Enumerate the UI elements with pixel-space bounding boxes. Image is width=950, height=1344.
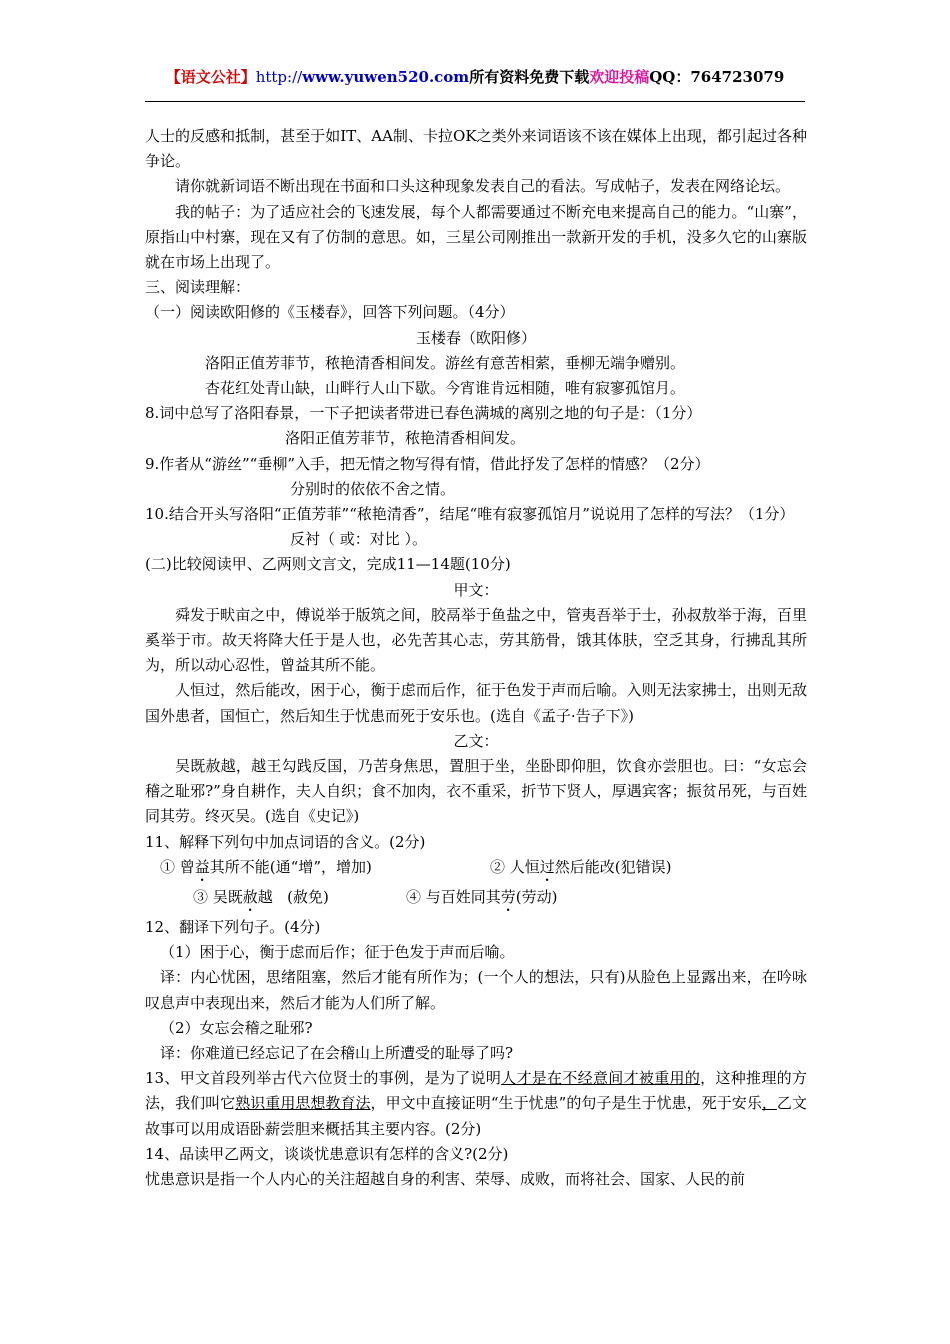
answer-8: 洛阳正值芳菲节，秾艳清香相间发。 bbox=[285, 429, 526, 448]
question-11-item-2 bbox=[490, 855, 672, 885]
q13-part-a: 13、甲文首段列举古代六位贤士的事例，是为了说明 bbox=[145, 1069, 502, 1088]
question-10: 10.结合开头写洛阳“正值芳菲”“秾艳清香”，结尾“唯有寂寥孤馆月”说说用了怎样的写法？（1分） bbox=[145, 505, 795, 524]
section-3-heading: 三、阅读理解： bbox=[145, 278, 251, 297]
poem-title: 玉楼春（欧阳修） bbox=[415, 328, 536, 347]
q11-item-4-pre: ④ 与百姓同其 bbox=[406, 887, 501, 906]
q13-part-b: ，这种推理的方法，我们叫它 bbox=[145, 1069, 807, 1113]
q13-answer-3: ， bbox=[761, 1094, 777, 1113]
section-3-1-heading: （一）阅读欧阳修的《玉楼春》，回答下列问题。（4分） bbox=[145, 303, 515, 322]
header-qq: QQ：764723079 bbox=[649, 68, 785, 86]
q11-item-1-pre: ① 曾 bbox=[160, 857, 195, 876]
question-11: 11、解释下列句中加点词语的含义。(2分) bbox=[145, 832, 426, 851]
poem-line-2: 杏花红处青山缺，山畔行人山下歇。今宵谁肯远相随，唯有寂寥孤馆月。 bbox=[205, 379, 686, 398]
page-header bbox=[145, 66, 805, 87]
question-11-item-3 bbox=[145, 885, 406, 915]
answer-12-1: 译：内心忧困，思绪阻塞，然后才能有所作为；(一个人的想法，只有)从脸色上显露出来，在吟咏叹息声中表现出来，然后才能为人们所了解。 bbox=[145, 968, 807, 1012]
text-jia-para-2: 人恒过，然后能改，困于心，衡于虑而后作，征于色发于声而后喻。入则无法家拂士，出则无敌国外患者，国恒亡，然后知生于忧患而死于安乐也。(选自《孟子·告子下》) bbox=[145, 681, 807, 725]
text-yi-para: 吴既赦越，越王勾践反国，乃苦身焦思，置胆于坐，坐卧即仰胆，饮食亦尝胆也。曰：“女忘会稽之耻邪?”身自耕作，夫人自织；食不加肉，衣不重采，折节下贤人，厚遇宾客；振贫吊死，与百姓同其劳。终灭吴。(选自《史记》) bbox=[145, 757, 807, 826]
q13-part-d: 乙文故事可以用成语卧薪尝胆来概括其主要内容。(2分) bbox=[145, 1094, 807, 1138]
question-12-1: （1）困于心，衡于虑而后作；征于色发于声而后喻。 bbox=[160, 943, 515, 962]
question-11-item-4 bbox=[406, 885, 558, 915]
answer-12-2: 译：你难道已经忘记了在会稽山上所遭受的耻辱了吗? bbox=[160, 1043, 514, 1062]
header-welcome: 欢迎投稿 bbox=[589, 68, 650, 86]
q11-item-4-dotted: 劳 bbox=[500, 887, 516, 906]
text-jia-title: 甲文： bbox=[453, 580, 499, 599]
q11-item-2-dotted: 过 bbox=[539, 857, 555, 876]
answer-10: 反衬（ 或：对比 ）。 bbox=[290, 530, 428, 549]
question-9: 9.作者从“游丝”“垂柳”入手，把无情之物写得有情，借此抒发了怎样的情感？（2分） bbox=[145, 454, 710, 473]
q13-part-c: ，甲文中直接证明“生于忧患”的句子是生于忧患，死于安乐 bbox=[370, 1094, 762, 1113]
para-continued: 人士的反感和抵制，甚至于如IT、AA制、卡拉OK之类外来词语该不该在媒体上出现，都引起过各种争论。 bbox=[145, 127, 807, 171]
text-jia-para-1: 舜发于畎亩之中，傅说举于版筑之间，胶鬲举于鱼盐之中，管夷吾举于士，孙叔敖举于海，百里奚举于市。故天将降大任于是人也，必先苦其心志，劳其筋骨，饿其体肤，空乏其身，行拂乱其所为，所以动心忍性，曾益其所不能。 bbox=[145, 605, 807, 675]
poem-line-1: 洛阳正值芳菲节，秾艳清香相间发。游丝有意苦相萦，垂柳无端争赠别。 bbox=[205, 353, 686, 372]
q11-item-2-pre: ② 人恒 bbox=[490, 857, 540, 876]
section-3-2-heading: (二)比较阅读甲、乙两则文言文，完成11—14题(10分) bbox=[145, 555, 511, 574]
header-url-prefix: http:// bbox=[255, 68, 303, 86]
question-11-item-1 bbox=[145, 855, 490, 885]
text-yi-title: 乙文： bbox=[453, 731, 499, 750]
question-12-2: （2）女忘会稽之耻邪? bbox=[160, 1018, 313, 1037]
para-my-post: 我的帖子：为了适应社会的飞速发展，每个人都需要通过不断充电来提高自己的能力。“山寨”，原指山中村寨，现在又有了仿制的意思。如，三星公司刚推出一款新开发的手机，没多久它的山寨版就在市场上出现了。 bbox=[145, 202, 807, 272]
header-url[interactable] bbox=[256, 68, 469, 86]
question-12: 12、翻译下列句子。(4分) bbox=[145, 917, 321, 936]
q11-item-3-post: 越 (赦免) bbox=[257, 887, 329, 906]
q11-item-2-post: 然后能改(犯错误) bbox=[554, 857, 672, 876]
header-divider bbox=[145, 101, 805, 102]
q11-item-1-post: 其所不能(通“增”，增加) bbox=[209, 857, 372, 876]
header-url-domain: www.yuwen520.com bbox=[302, 68, 470, 86]
q11-item-1-dotted: 益 bbox=[194, 857, 210, 876]
question-11-row-1 bbox=[145, 855, 807, 885]
q13-answer-1: 人才是在不经意间才被重用的 bbox=[501, 1069, 701, 1088]
header-free-download: 所有资料免费下载 bbox=[469, 68, 590, 86]
q11-item-3-dotted: 赦 bbox=[242, 887, 258, 906]
question-11-row-2 bbox=[145, 885, 807, 915]
q11-item-4-post: (劳动) bbox=[515, 887, 558, 906]
q11-item-3-pre: ③ 吴既 bbox=[193, 887, 243, 906]
question-14: 14、品读甲乙两文，谈谈忧患意识有怎样的含义?(2分) bbox=[145, 1144, 509, 1163]
document-body bbox=[145, 124, 807, 1192]
header-brand: 【语文公社】 bbox=[165, 68, 256, 86]
question-13 bbox=[145, 1066, 807, 1142]
answer-9: 分别时的依依不舍之情。 bbox=[290, 479, 456, 498]
question-8: 8.词中总写了洛阳春景，一下子把读者带进已春色满城的离别之地的句子是：（1分） bbox=[145, 404, 702, 423]
para-task: 请你就新词语不断出现在书面和口头这种现象发表自己的看法。写成帖子，发表在网络论坛。 bbox=[175, 177, 791, 196]
q13-answer-2: 熟识重用思想教育法 bbox=[235, 1094, 371, 1113]
answer-14: 忧患意识是指一个人内心的关注超越自身的利害、荣辱、成败，而将社会、国家、人民的前 bbox=[145, 1169, 746, 1188]
